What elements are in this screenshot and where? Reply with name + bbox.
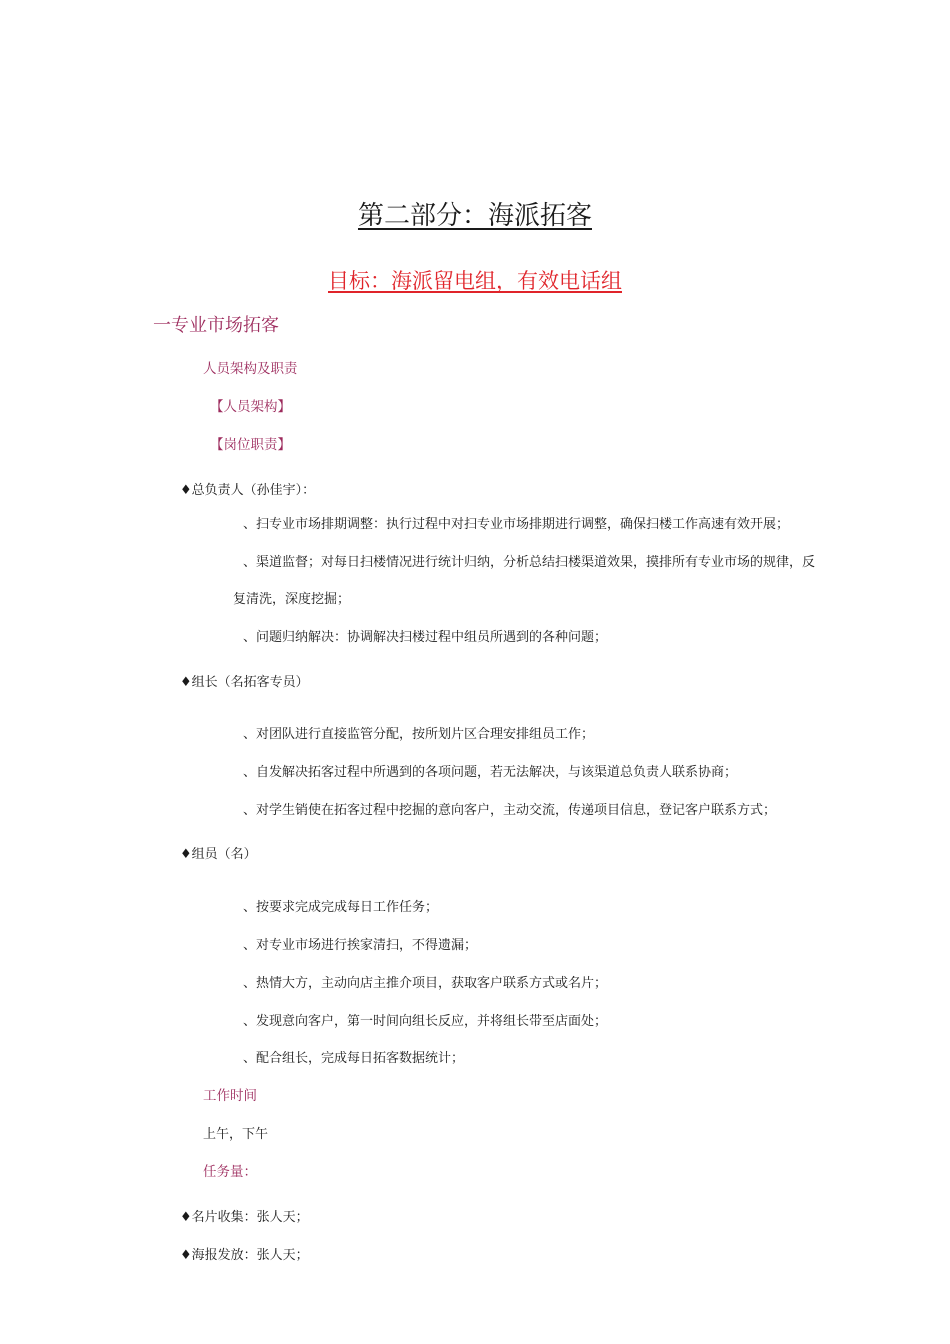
group-leader-item-1: 、对团队进行直接监管分配，按所划片区合理安排组员工作； [243, 727, 595, 742]
tasks-heading: 任务量： [203, 1164, 257, 1180]
members-title: ♦组员（名） [180, 847, 257, 862]
leader-title: ♦总负责人（孙佳宇）： [180, 483, 316, 498]
org-bracket-duties: 【岗位职责】 [210, 437, 291, 453]
group-leader-item-3: 、对学生销使在拓客过程中挖掘的意向客户，主动交流，传递项目信息，登记客户联系方式； [243, 803, 777, 818]
leader-item-3: 、问题归纳解决：协调解决扫楼过程中组员所遇到的各种问题； [243, 630, 608, 645]
leader-item-1: 、扫专业市场排期调整：执行过程中对扫专业市场排期进行调整，确保扫楼工作高速有效开展； [243, 517, 790, 532]
tasks-item-2: ♦海报发放：张人天； [180, 1248, 309, 1263]
org-bracket-structure: 【人员架构】 [210, 399, 291, 415]
members-item-5: 、配合组长，完成每日拓客数据统计； [243, 1051, 465, 1066]
group-leader-title: ♦组长（名拓客专员） [180, 675, 309, 690]
members-item-4: 、发现意向客户，第一时间向组长反应，并将组长带至店面处； [243, 1014, 608, 1029]
work-time-heading: 工作时间 [203, 1088, 257, 1104]
page-title: 第二部分：海派拓客 [357, 201, 592, 231]
leader-item-2-line-2: 复清洗，深度挖掘； [233, 592, 351, 607]
work-time-value: 上午，下午 [203, 1127, 269, 1142]
tasks-item-1: ♦名片收集：张人天； [180, 1210, 309, 1225]
members-item-2: 、对专业市场进行挨家清扫，不得遗漏； [243, 938, 478, 953]
leader-item-2-line-1: 、渠道监督；对每日扫楼情况进行统计归纳，分析总结扫楼渠道效果，摸排所有专业市场的规律，反 [243, 555, 816, 570]
section-heading: 一专业市场拓客 [153, 315, 279, 336]
members-item-1: 、按要求完成完成每日工作任务； [243, 900, 439, 915]
members-item-3: 、热情大方，主动向店主推介项目，获取客户联系方式或名片； [243, 976, 608, 991]
group-leader-item-2: 、自发解决拓客过程中所遇到的各项问题，若无法解决，与该渠道总负责人联系协商； [243, 765, 738, 780]
page-subtitle: 目标：海派留电组，有效电话组 [328, 269, 622, 293]
org-heading: 人员架构及职责 [203, 361, 298, 377]
